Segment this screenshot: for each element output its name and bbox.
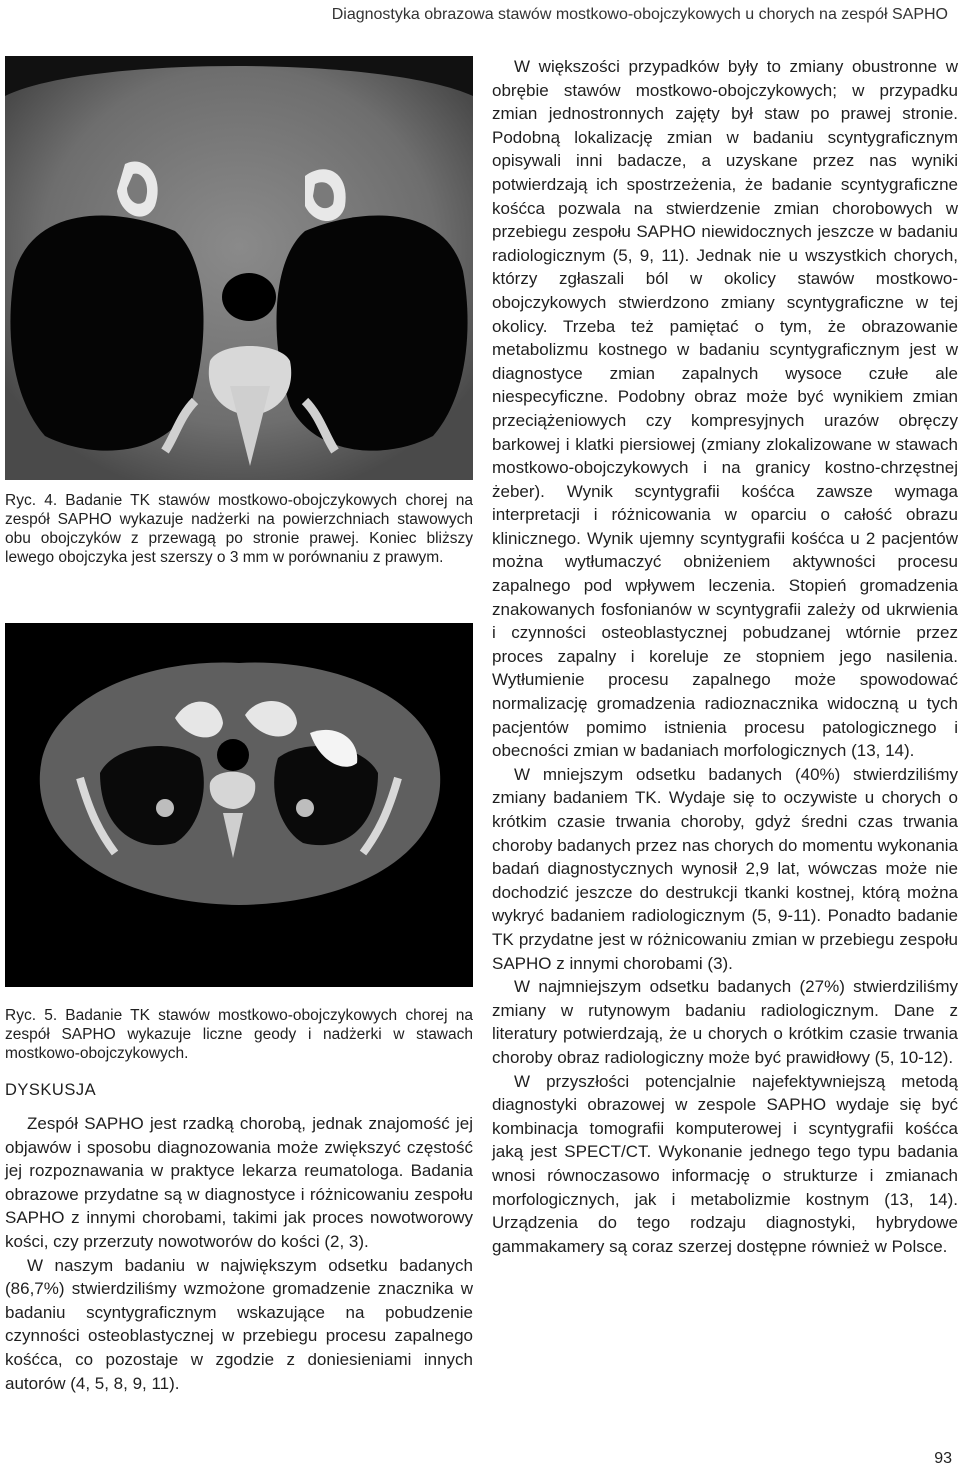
ct-image-figure-4 [5, 56, 473, 480]
paragraph: W naszym badaniu w największym odsetku badanych (86,7%) stwierdziliśmy wzmożone gromadzenie znacznika w badaniu scyntygraficznym wskazujące na pobudzenie czynności osteoblastycznej w przebiegu procesu zapalnego kośćca, co pozostaje w zgodzie z doniesieniami innych autorów (4, 5, 8, 9, 11). [5, 1255, 473, 1393]
section-heading: DYSKUSJA [5, 1081, 97, 1099]
paragraph: W mniejszym odsetku badanych (40%) stwierdziliśmy zmiany badaniem TK. Wydaje się to oczywiste u chorych o krótkim czasie trwania choroby, gdyż średni czas trwania choroby badanych przez nas chorych do momentu wykonania badań diagnostycznych wynosił 2,9 lat, wówczas może nie dochodzić jeszcze do destrukcji tkanki kostnej, którą można wykryć badaniem radiologicznym (5, 9-11). Ponadto badanie TK przydatne jest w różnicowaniu zmian w przebiegu zespołu SAPHO z innymi chorobami (3). [492, 764, 958, 973]
right-column [492, 55, 958, 1258]
figure-5-caption: Ryc. 5. Badanie TK stawów mostkowo-obojczykowych chorej na zespół SAPHO wykazuje liczne geody i nadżerki w stawach mostkowo-obojczykowych. [5, 1007, 473, 1062]
figure-4-caption: Ryc. 4. Badanie TK stawów mostkowo-obojczykowych chorej na zespół SAPHO wykazuje nadżerki na powierzchniach stawowych obu obojczyków z przewagą po stronie prawej. Koniec bliższy lewego obojczyka jest szerszy o 3 mm w porównaniu z prawym. [5, 492, 473, 566]
paragraph: W najmniejszym odsetku badanych (27%) stwierdziliśmy zmiany w rutynowym badaniu radiologicznym. Dane z literatury potwierdzają, że u chorych o krótkim czasie trwania choroby obraz radiologiczny może być prawidłowy (5, 10-12). [492, 977, 958, 1067]
left-column [5, 1112, 473, 1395]
ct-scan-axial-graphic [5, 623, 473, 987]
ct-image-figure-5 [5, 623, 473, 987]
ct-scan-zoomed-graphic [5, 56, 473, 480]
running-header: Diagnostyka obrazowa stawów mostkowo-obojczykowych u chorych na zespół SAPHO [331, 6, 948, 23]
paragraph: W większości przypadków były to zmiany obustronne w obrębie stawów mostkowo-obojczykowych; w przypadku zmian jednostronnych zajęty był staw po prawej stronie. Podobną lokalizację zmian w badaniu scyntygraficznym opisywali inni badacze, a uzyskane przez nas wyniki potwierdzają ich spostrzeżenia, że badanie scyntygraficzne kośćca pozwala na stwierdzenie zmian chorobowych w przebiegu zespołu SAPHO niewidocznych jeszcze w badaniu radiologicznym (5, 9, 11). Jednak nie u wszystkich chorych, którzy zgłaszali ból w okolicy stawów mostkowo-obojczykowych stwierdzono zmiany scyntygraficzne w tej okolicy. Trzeba też pamiętać o tym, że obrazowanie metabolizmu kostnego w badaniu scyntygraficznym jest w diagnostyce zmian zapalnych wysoce czułe ale niespecyficzne. Podobny obraz może być wynikiem zmian przeciążeniowych czy kompresyjnych urazów obręczy barkowej i klatki piersiowej (zmiany zlokalizowane w stawach mostkowo-obojczykowych i na granicy kostno-chrzęstnej żeber). Wynik scyntygrafii kośćca zawsze wymaga interpretacji i różnicowania w oparciu o całość obrazu klinicznego. Wynik ujemny scyntygrafii kośćca u 2 pacjentów można wytłumaczyć obniżeniem aktywności procesu zapalnego pod wpływem leczenia. Stopień gromadzenia znakowanych fosfonianów w scyntygrafii zależy od ukrwienia i czynności osteoblastycznej pobudzanej wtórnie przez proces zapalny i koreluje ze stopniem jego nasilenia. Wytłumienie procesu zapalnego może spowodować normalizację gromadzenia radioznacznika widoczną u tych pacjentów pomimo istnienia procesu patologicznego i obecności zmian w badaniach morfologicznych (13, 14). [492, 57, 958, 761]
page-number: 93 [934, 1450, 952, 1467]
paragraph: Zespół SAPHO jest rzadką chorobą, jednak znajomość jej objawów i sposobu diagnozowania może zwiększyć częstość jej rozpoznawania w praktyce lekarza reumatologa. Badania obrazowe przydatne są w diagnostyce i różnicowaniu zespołu SAPHO z innymi chorobami, takimi jak proces nowotworowy kości, czy przerzuty nowotworów do kości (2, 3). [5, 1114, 473, 1251]
paragraph: W przyszłości potencjalnie najefektywniejszą metodą diagnostyki obrazowej w zespole SAPHO wydaje się być kombinacja tomografii komputerowej i scyntygrafii kośćca jaką jest SPECT/CT. Wykonanie jednego tego typu badania wnosi równoczasowo informację o strukturze i zmianach morfologicznych, jak i metabolizmie kostnym (13, 14). Urządzenia do tego rodzaju diagnostyki, hybrydowe gammakamery są coraz szerzej dostępne również w Polsce. [492, 1071, 958, 1256]
